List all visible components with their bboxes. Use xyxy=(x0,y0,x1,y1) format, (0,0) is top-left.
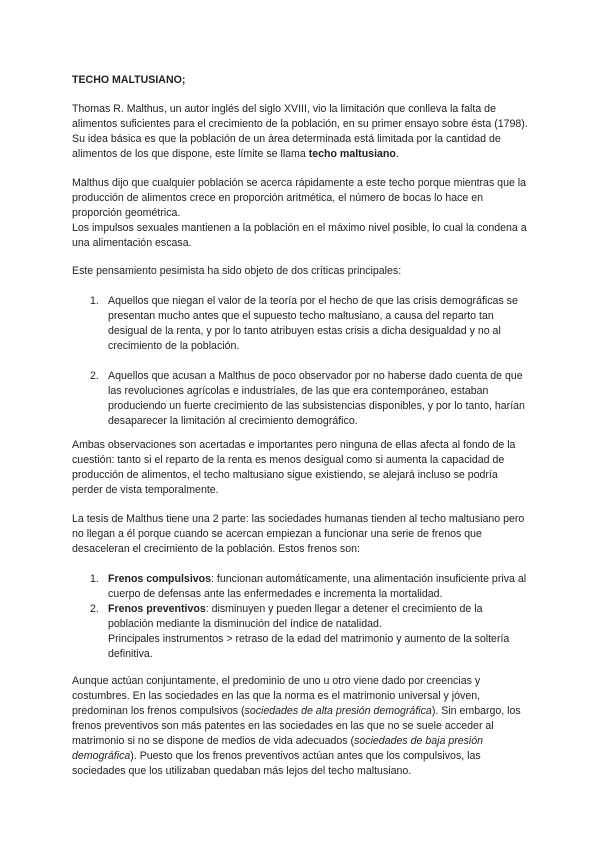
freno-label: Frenos compulsivos xyxy=(108,573,212,585)
document-title: TECHO MALTUSIANO; xyxy=(72,74,186,86)
list-item-extra: Principales instrumentos > retraso de la edad del matrimonio y aumento de la soltería definitiva. xyxy=(108,633,510,660)
conclusion-text-b: ). Sin embargo, los frenos preventivos son más patentes en las sociedades en las que no se suele acceder al matrimonio si no se dispone de medios de vida adecuados ( xyxy=(72,705,521,747)
conclusion-italic-b: sociedades de baja presión demográfica xyxy=(72,735,484,762)
list-item xyxy=(72,369,530,429)
list-item-text: : disminuyen y pueden llegar a detener el crecimiento de la población mediante la disminución del índice de natalidad. xyxy=(108,603,483,630)
paragraph-observaciones: Ambas observaciones son acertadas e importantes pero ninguna de ellas afecta al fondo de la cuestión: tanto si el reparto de la renta es menos desigual como si aumenta la capacidad de producción de alimentos, el techo maltusiano sigue existiendo, se alejará incluso se podría perder de vista temporalmente. xyxy=(72,439,516,496)
intro-end: . xyxy=(395,148,399,160)
list-item-text: Aquellos que niegan el valor de la teoría por el hecho de que las crisis demográficas se presentan mucho antes que el supuesto techo maltusiano, a causa del reparto tan desigual de la renta, y por lo tanto atribuyen estas crisis a dicha desigualdad y no al crecimiento de la población. xyxy=(108,295,518,352)
list-item-text: Aquellos que acusan a Malthus de poco observador por no haberse dado cuenta de que las revoluciones agrícolas e industriales, de las que era contemporáneo, estaban produciendo un fuerte crecimiento de las subsistencias disponibles, y por lo tanto, harían desaparecer la limitación al crecimiento demográfico. xyxy=(108,370,525,427)
theory-line-2: Los impulsos sexuales mantienen a la población en el máximo nivel posible, lo cual la condena a una alimentación escasa. xyxy=(72,222,527,249)
paragraph-criticas-intro: Este pensamiento pesimista ha sido objeto de dos críticas principales: xyxy=(72,265,402,277)
frenos-list xyxy=(72,572,530,662)
list-item xyxy=(72,572,530,602)
list-number: 2. xyxy=(90,603,99,615)
criticas-list xyxy=(72,294,530,429)
list-number: 1. xyxy=(90,573,99,585)
conclusion-italic-a: sociedades de alta presión demográfica xyxy=(244,705,432,717)
conclusion-text-a: Aunque actúan conjuntamente, el predominio de uno u otro viene dado por creencias y costumbres. En las sociedades en las que la norma es el matrimonio universal y jóven, predominan los frenos compulsivos ( xyxy=(72,675,481,717)
list-item xyxy=(72,602,530,662)
conclusion-text-c: ). Puesto que los frenos preventivos actúan antes que los compulsivos, las sociedades que los utilizaban quedaban más lejos del techo maltusiano. xyxy=(72,750,481,777)
theory-line-1: Malthus dijo que cualquier población se acerca rápidamente a este techo porque mientras que la producción de alimentos crece en proporción aritmética, el número de bocas lo hace en proporción geométrica. xyxy=(72,177,527,219)
intro-bold-term: techo maltusiano xyxy=(308,148,396,160)
list-number: 1. xyxy=(90,295,99,307)
list-number: 2. xyxy=(90,370,99,382)
freno-label: Frenos preventivos xyxy=(108,603,206,615)
paragraph-tesis: La tesis de Malthus tiene una 2 parte: las sociedades humanas tienden al techo maltusiano pero no llegan a él porque cuando se acercan empiezan a funcionar una serie de frenos que desaceleran el crecimiento de la población. Estos frenos son: xyxy=(72,513,525,555)
list-item xyxy=(72,294,530,354)
list-item-text: : funcionan automáticamente, una alimentación insuficiente priva al cuerpo de defensas ante las enfermedades e incrementa la mortalidad. xyxy=(108,573,527,600)
intro-text: Thomas R. Malthus, un autor inglés del siglo XVIII, vio la limitación que conlleva la falta de alimentos suficientes para el crecimiento de la población, en su primer ensayo sobre ésta (1798). Su idea básica es que la población de un área determinada está limitada por la cantidad de alimentos de los que dispone, este límite se llama xyxy=(72,103,528,160)
paragraph-conclusion xyxy=(72,674,530,779)
paragraph-intro xyxy=(72,102,530,162)
paragraph-malthus-theory xyxy=(72,176,530,251)
